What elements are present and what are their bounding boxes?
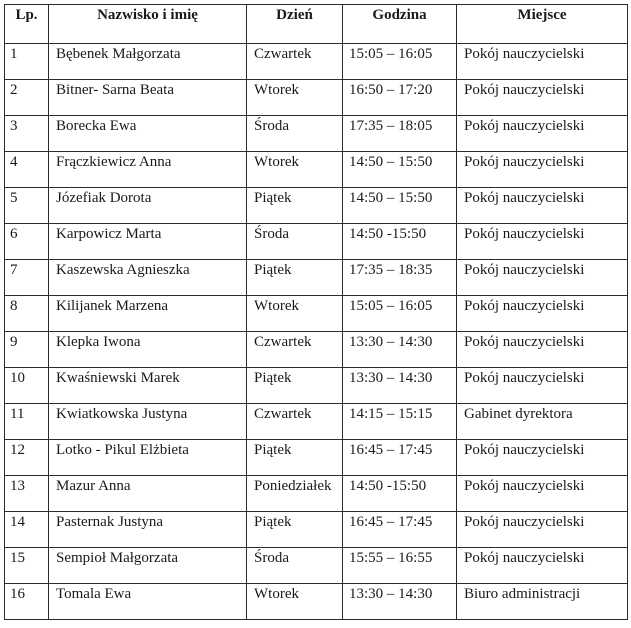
- cell-lp: 16: [5, 584, 49, 620]
- cell-time: 17:35 – 18:05: [343, 116, 457, 152]
- cell-day: Środa: [247, 224, 343, 260]
- cell-lp: 10: [5, 368, 49, 404]
- cell-time: 15:55 – 16:55: [343, 548, 457, 584]
- cell-time: 15:05 – 16:05: [343, 296, 457, 332]
- cell-lp: 5: [5, 188, 49, 224]
- cell-name: Mazur Anna: [49, 476, 247, 512]
- schedule-table: [4, 4, 628, 620]
- cell-lp: 9: [5, 332, 49, 368]
- cell-place: Biuro administracji: [457, 584, 628, 620]
- cell-time: 16:50 – 17:20: [343, 80, 457, 116]
- cell-day: Środa: [247, 548, 343, 584]
- cell-name: Tomala Ewa: [49, 584, 247, 620]
- cell-day: Piątek: [247, 368, 343, 404]
- cell-time: 14:15 – 15:15: [343, 404, 457, 440]
- header-day: Dzień: [247, 5, 343, 44]
- cell-name: Sempioł Małgorzata: [49, 548, 247, 584]
- table-row: [5, 332, 628, 368]
- cell-name: Kwaśniewski Marek: [49, 368, 247, 404]
- cell-day: Piątek: [247, 512, 343, 548]
- cell-time: 16:45 – 17:45: [343, 512, 457, 548]
- cell-name: Frączkiewicz Anna: [49, 152, 247, 188]
- cell-time: 14:50 – 15:50: [343, 152, 457, 188]
- cell-name: Pasternak Justyna: [49, 512, 247, 548]
- table-row: [5, 152, 628, 188]
- cell-name: Bitner- Sarna Beata: [49, 80, 247, 116]
- cell-lp: 6: [5, 224, 49, 260]
- cell-place: Pokój nauczycielski: [457, 116, 628, 152]
- cell-lp: 1: [5, 44, 49, 80]
- cell-day: Czwartek: [247, 44, 343, 80]
- cell-place: Pokój nauczycielski: [457, 188, 628, 224]
- cell-lp: 2: [5, 80, 49, 116]
- cell-time: 14:50 -15:50: [343, 224, 457, 260]
- cell-name: Borecka Ewa: [49, 116, 247, 152]
- cell-day: Wtorek: [247, 152, 343, 188]
- cell-time: 16:45 – 17:45: [343, 440, 457, 476]
- table-body: [5, 44, 628, 620]
- cell-lp: 11: [5, 404, 49, 440]
- cell-place: Pokój nauczycielski: [457, 332, 628, 368]
- table-row: [5, 188, 628, 224]
- table-row: [5, 224, 628, 260]
- cell-time: 13:30 – 14:30: [343, 332, 457, 368]
- header-lp: Lp.: [5, 5, 49, 44]
- cell-day: Poniedziałek: [247, 476, 343, 512]
- cell-place: Pokój nauczycielski: [457, 260, 628, 296]
- table-row: [5, 368, 628, 404]
- schedule-document: [4, 4, 627, 625]
- table-row: [5, 404, 628, 440]
- cell-lp: 8: [5, 296, 49, 332]
- table-header: [5, 5, 628, 44]
- table-row: [5, 512, 628, 548]
- table-row: [5, 584, 628, 620]
- cell-lp: 3: [5, 116, 49, 152]
- cell-time: 13:30 – 14:30: [343, 368, 457, 404]
- cell-day: Wtorek: [247, 296, 343, 332]
- header-name: Nazwisko i imię: [49, 5, 247, 44]
- cell-lp: 4: [5, 152, 49, 188]
- cell-lp: 12: [5, 440, 49, 476]
- cell-name: Kwiatkowska Justyna: [49, 404, 247, 440]
- cell-place: Pokój nauczycielski: [457, 476, 628, 512]
- table-row: [5, 548, 628, 584]
- cell-name: Lotko - Pikul Elżbieta: [49, 440, 247, 476]
- cell-place: Pokój nauczycielski: [457, 548, 628, 584]
- cell-place: Pokój nauczycielski: [457, 80, 628, 116]
- cell-lp: 7: [5, 260, 49, 296]
- cell-day: Piątek: [247, 260, 343, 296]
- cell-lp: 15: [5, 548, 49, 584]
- cell-name: Karpowicz Marta: [49, 224, 247, 260]
- table-row: [5, 260, 628, 296]
- table-row: [5, 440, 628, 476]
- cell-day: Wtorek: [247, 80, 343, 116]
- cell-time: 15:05 – 16:05: [343, 44, 457, 80]
- header-time: Godzina: [343, 5, 457, 44]
- cell-name: Kilijanek Marzena: [49, 296, 247, 332]
- cell-day: Piątek: [247, 188, 343, 224]
- cell-place: Pokój nauczycielski: [457, 152, 628, 188]
- cell-lp: 13: [5, 476, 49, 512]
- cell-place: Gabinet dyrektora: [457, 404, 628, 440]
- cell-name: Kaszewska Agnieszka: [49, 260, 247, 296]
- cell-day: Czwartek: [247, 404, 343, 440]
- table-row: [5, 80, 628, 116]
- table-row: [5, 116, 628, 152]
- cell-place: Pokój nauczycielski: [457, 368, 628, 404]
- cell-place: Pokój nauczycielski: [457, 440, 628, 476]
- cell-name: Klepka Iwona: [49, 332, 247, 368]
- header-place: Miejsce: [457, 5, 628, 44]
- table-row: [5, 476, 628, 512]
- cell-place: Pokój nauczycielski: [457, 44, 628, 80]
- cell-place: Pokój nauczycielski: [457, 296, 628, 332]
- cell-day: Wtorek: [247, 584, 343, 620]
- cell-time: 14:50 – 15:50: [343, 188, 457, 224]
- table-row: [5, 296, 628, 332]
- cell-time: 14:50 -15:50: [343, 476, 457, 512]
- cell-day: Czwartek: [247, 332, 343, 368]
- cell-lp: 14: [5, 512, 49, 548]
- cell-name: Józefiak Dorota: [49, 188, 247, 224]
- cell-place: Pokój nauczycielski: [457, 512, 628, 548]
- cell-day: Środa: [247, 116, 343, 152]
- cell-time: 17:35 – 18:35: [343, 260, 457, 296]
- cell-place: Pokój nauczycielski: [457, 224, 628, 260]
- cell-day: Piątek: [247, 440, 343, 476]
- table-row: [5, 44, 628, 80]
- cell-time: 13:30 – 14:30: [343, 584, 457, 620]
- cell-name: Bębenek Małgorzata: [49, 44, 247, 80]
- header-row: [5, 5, 628, 44]
